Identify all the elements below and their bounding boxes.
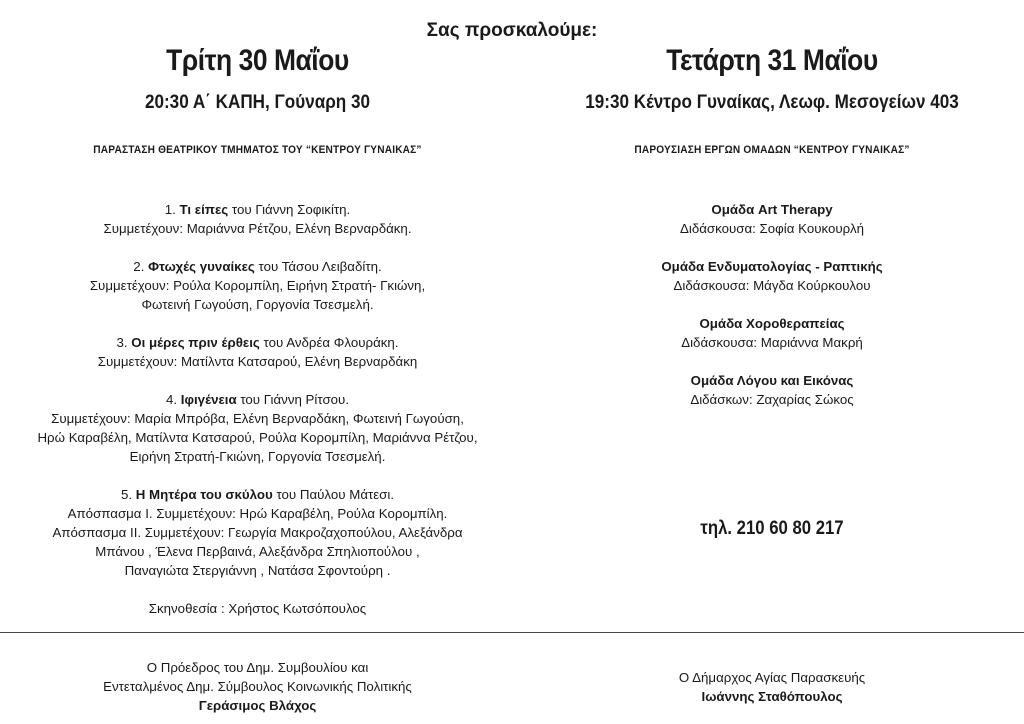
group-item-1: [520, 200, 1024, 238]
footer-right-signature: [520, 668, 1024, 706]
play-title: Τι είπες: [179, 202, 229, 217]
left-day-heading: [0, 44, 515, 78]
left-venue-text: 20:30 Α΄ ΚΑΠΗ, Γούναρη 30: [144, 92, 371, 113]
cast-line: Ηρώ Καραβέλη, Ματίλντα Κατσαρού, Ρούλα Κορομπίλη, Μαριάννα Ρέτζου,: [37, 430, 478, 445]
cast-line: Ειρήνη Στρατή-Γκιώνη, Γοργονία Τσεσμελή.: [129, 449, 386, 464]
right-day-heading: [520, 44, 1024, 78]
play-title: Η Μητέρα του σκύλου: [135, 487, 273, 502]
cast-line: Φωτεινή Γωγούση, Γοργονία Τσεσμελή.: [141, 297, 374, 312]
footer-right-name: Ιωάννης Σταθόπουλος: [701, 689, 843, 704]
right-section-title: [520, 144, 1024, 156]
footer-left-line1: Ο Πρόεδρος του Δημ. Συμβουλίου και: [146, 660, 369, 675]
program-item-2: [0, 257, 515, 314]
invitation-intro: Σας προσκαλούμε:: [426, 20, 598, 41]
group-name: Ομάδα Χοροθεραπείας: [699, 316, 845, 331]
group-item-2: [520, 257, 1024, 295]
cast-line: Μπάνου , Έλενα Περβαινά, Αλεξάνδρα Σπηλιοπούλου ,: [95, 544, 420, 559]
program-list: [0, 200, 515, 618]
group-teacher: Διδάσκουσα: Μαριάννα Μακρή: [681, 335, 863, 350]
footer-left-signature: [0, 658, 515, 715]
play-author: του Παύλου Μάτεσι.: [272, 487, 395, 502]
group-item-3: [520, 314, 1024, 352]
footer-left-line2: Εντεταλμένος Δημ. Σύμβουλος Κοινωνικής Πολιτικής: [103, 679, 412, 694]
play-title: Οι μέρες πριν έρθεις: [131, 335, 260, 350]
footer-left-name: Γεράσιμος Βλάχος: [198, 698, 317, 713]
right-venue-text: 19:30 Κέντρο Γυναίκας, Λεωφ. Μεσογείων 403: [585, 92, 959, 113]
group-teacher: Διδάσκων: Ζαχαρίας Σώκος: [690, 392, 854, 407]
cast-line: Συμμετέχουν: Ματίλντα Κατσαρού, Ελένη Βερναρδάκη: [97, 354, 418, 369]
item-number: 4.: [165, 392, 181, 407]
group-name: Ομάδα Λόγου και Εικόνας: [690, 373, 854, 388]
play-author: του Γιάννη Ρίτσου.: [236, 392, 350, 407]
cast-line: Απόσπασμα Ι. Συμμετέχουν: Ηρώ Καραβέλη, Ρούλα Κορομπίλη.: [67, 506, 448, 521]
group-teacher: Διδάσκουσα: Μάγδα Κούρκουλου: [673, 278, 871, 293]
right-section-text: ΠΑΡΟΥΣΙΑΣΗ ΕΡΓΩΝ ΟΜΑΔΩΝ “ΚΕΝΤΡΟΥ ΓΥΝΑΙΚΑΣ”: [634, 144, 910, 156]
left-section-text: ΠΑΡΑΣΤΑΣΗ ΘΕΑΤΡΙΚΟΥ ΤΜΗΜΑΤΟΣ ΤΟΥ “ΚΕΝΤΡΟΥ ΓΥΝΑΙΚΑΣ”: [93, 144, 422, 156]
play-author: του Ανδρέα Φλουράκη.: [259, 335, 399, 350]
cast-line: Συμμετέχουν: Ρούλα Κορομπίλη, Ειρήνη Στρατή- Γκιώνη,: [89, 278, 426, 293]
cast-line: Συμμετέχουν: Μαρία Μπρόβα, Ελένη Βερναρδάκη, Φωτεινή Γωγούση,: [51, 411, 464, 426]
left-section-title: [0, 144, 515, 156]
item-number: 5.: [120, 487, 136, 502]
footer-divider: [0, 632, 1024, 633]
left-venue: [0, 92, 515, 114]
program-item-5: [0, 485, 515, 580]
right-venue: [520, 92, 1024, 114]
group-name: Ομάδα Art Therapy: [711, 202, 833, 217]
item-number: 1.: [164, 202, 180, 217]
program-item-1: [0, 200, 515, 238]
play-title: Φτωχές γυναίκες: [148, 259, 255, 274]
groups-list: [520, 200, 1024, 428]
cast-line: Απόσπασμα ΙΙ. Συμμετέχουν: Γεωργία Μακροζαχοπούλου, Αλεξάνδρα: [52, 525, 463, 540]
cast-line: Συμμετέχουν: Μαριάννα Ρέτζου, Ελένη Βερναρδάκη.: [103, 221, 412, 236]
phone-block: [520, 518, 1024, 540]
item-number: 3.: [116, 335, 132, 350]
direction-credit: Σκηνοθεσία : Χρήστος Κωτσόπουλος: [148, 601, 367, 616]
group-item-4: [520, 371, 1024, 409]
program-item-3: [0, 333, 515, 371]
group-name: Ομάδα Ενδυματολογίας - Ραπτικής: [661, 259, 883, 274]
program-item-4: [0, 390, 515, 466]
phone-number: τηλ. 210 60 80 217: [700, 518, 844, 539]
play-title: Ιφιγένεια: [180, 392, 237, 407]
cast-line: Παναγιώτα Στεργιάννη , Νατάσα Σφοντούρη .: [124, 563, 391, 578]
right-day-title: Τετάρτη 31 Μαΐου: [666, 44, 878, 77]
footer-right-line1: Ο Δήμαρχος Αγίας Παρασκευής: [678, 670, 866, 685]
play-author: του Τάσου Λειβαδίτη.: [254, 259, 382, 274]
item-number: 2.: [133, 259, 149, 274]
left-day-title: Τρίτη 30 Μαΐου: [166, 44, 349, 77]
group-teacher: Διδάσκουσα: Σοφία Κουκουρλή: [679, 221, 865, 236]
play-author: του Γιάννη Σοφικίτη.: [228, 202, 351, 217]
